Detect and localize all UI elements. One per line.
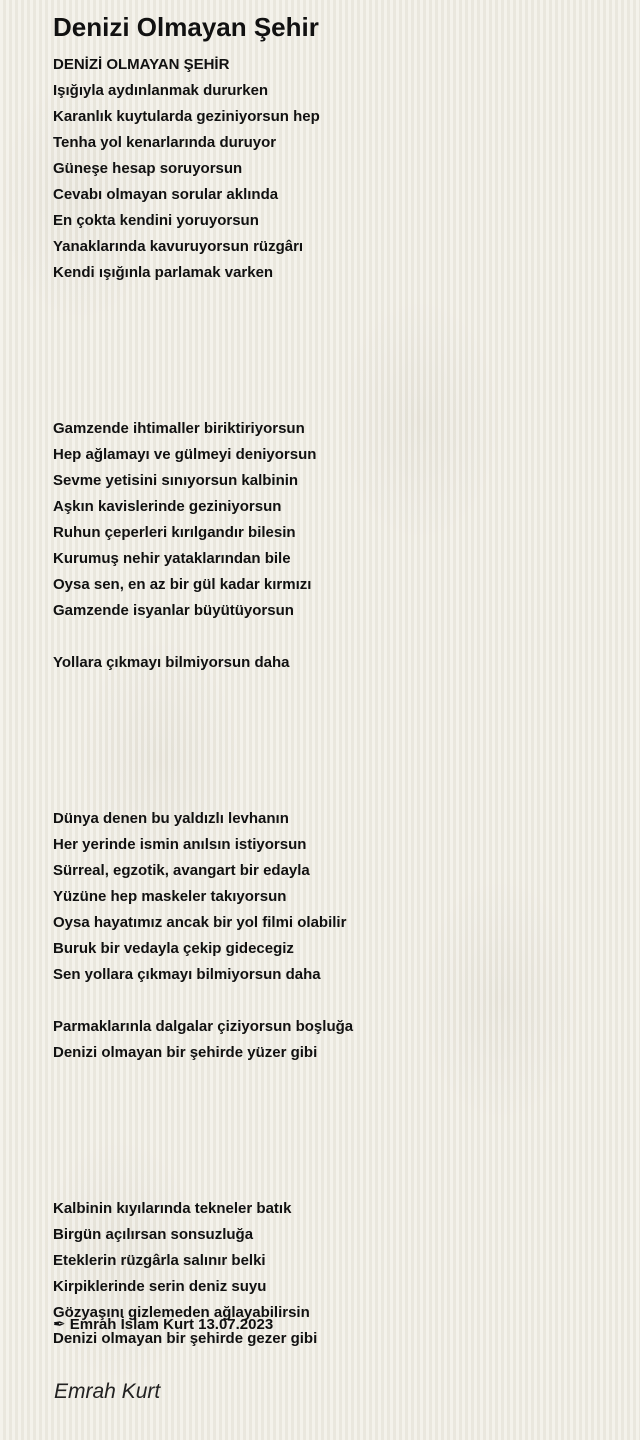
page-title: Denizi Olmayan Şehir (53, 12, 319, 42)
stanza-5 (53, 1014, 613, 1066)
stanza-gap (53, 676, 613, 806)
poem-signature: ✒ Emrah İslam Kurt 13.07.2023 (53, 1316, 274, 1333)
poem-line: Hep ağlamayı ve gülmeyi deniyorsun (53, 446, 317, 463)
poem-line: En çokta kendini yoruyorsun (53, 212, 259, 229)
poem-line: Karanlık kuytularda geziniyorsun hep (53, 108, 320, 125)
stanza-1 (53, 52, 613, 286)
poem-line: Birgün açılırsan sonsuzluğa (53, 1226, 254, 1243)
poem-line: Denizi olmayan bir şehirde gezer gibi (53, 1330, 318, 1347)
stanza-gap (53, 988, 613, 1014)
stanza-gap (53, 624, 613, 650)
stanza-gap (53, 286, 613, 416)
poem-line: Kurumuş nehir yataklarından bile (53, 550, 291, 567)
poem-line: Oysa hayatımız ancak bir yol filmi olabilir (53, 914, 347, 931)
poem-line: Gözyaşını gizlemeden ağlayabilirsin (53, 1304, 310, 1321)
poem-line: Aşkın kavislerinde geziniyorsun (53, 498, 282, 515)
poem-line: Güneşe hesap soruyorsun (53, 160, 243, 177)
poem-line: Parmaklarınla dalgalar çiziyorsun boşluğa (53, 1018, 354, 1035)
poem-line: Kendi ışığınla parlamak varken (53, 264, 274, 281)
poem-line: Yollara çıkmayı bilmiyorsun daha (53, 654, 290, 671)
poem-line: Tenha yol kenarlarında duruyor (53, 134, 277, 151)
poem-line: Yanaklarında kavuruyorsun rüzgârı (53, 238, 304, 255)
poem-line: Buruk bir vedayla çekip gidecegiz (53, 940, 294, 957)
poem-line: Her yerinde ismin anılsın istiyorsun (53, 836, 307, 853)
poem-line: Gamzende ihtimaller biriktiriyorsun (53, 420, 305, 437)
poem-line: Eteklerin rüzgârla salınır belki (53, 1252, 266, 1269)
author-name: Emrah Kurt (54, 1380, 161, 1403)
poem-line: Sürreal, egzotik, avangart bir edayla (53, 862, 310, 879)
poem-line: Cevabı olmayan sorular aklında (53, 186, 279, 203)
stanza-3 (53, 650, 613, 676)
poem-line: Oysa sen, en az bir gül kadar kırmızı (53, 576, 312, 593)
poem-line: Işığıyla aydınlanmak dururken (53, 82, 269, 99)
stanza-4 (53, 806, 613, 988)
poem-body (53, 52, 613, 1352)
poem-line: Dünya denen bu yaldızlı levhanın (53, 810, 289, 827)
stanza-gap (53, 1066, 613, 1196)
poem-line: Gamzende isyanlar büyütüyorsun (53, 602, 294, 619)
stanza-2 (53, 416, 613, 624)
poem-line: Kirpiklerinde serin deniz suyu (53, 1278, 267, 1295)
poem-line: Kalbinin kıyılarında tekneler batık (53, 1200, 292, 1217)
poem-line: Denizi olmayan bir şehirde yüzer gibi (53, 1044, 318, 1061)
poem-line: Sen yollara çıkmayı bilmiyorsun daha (53, 966, 321, 983)
poem-line: Sevme yetisini sınıyorsun kalbinin (53, 472, 299, 489)
poem-line: DENİZİ OLMAYAN ŞEHİR (53, 56, 230, 73)
poem-line: Yüzüne hep maskeler takıyorsun (53, 888, 287, 905)
poem-line: Ruhun çeperleri kırılgandır bilesin (53, 524, 296, 541)
